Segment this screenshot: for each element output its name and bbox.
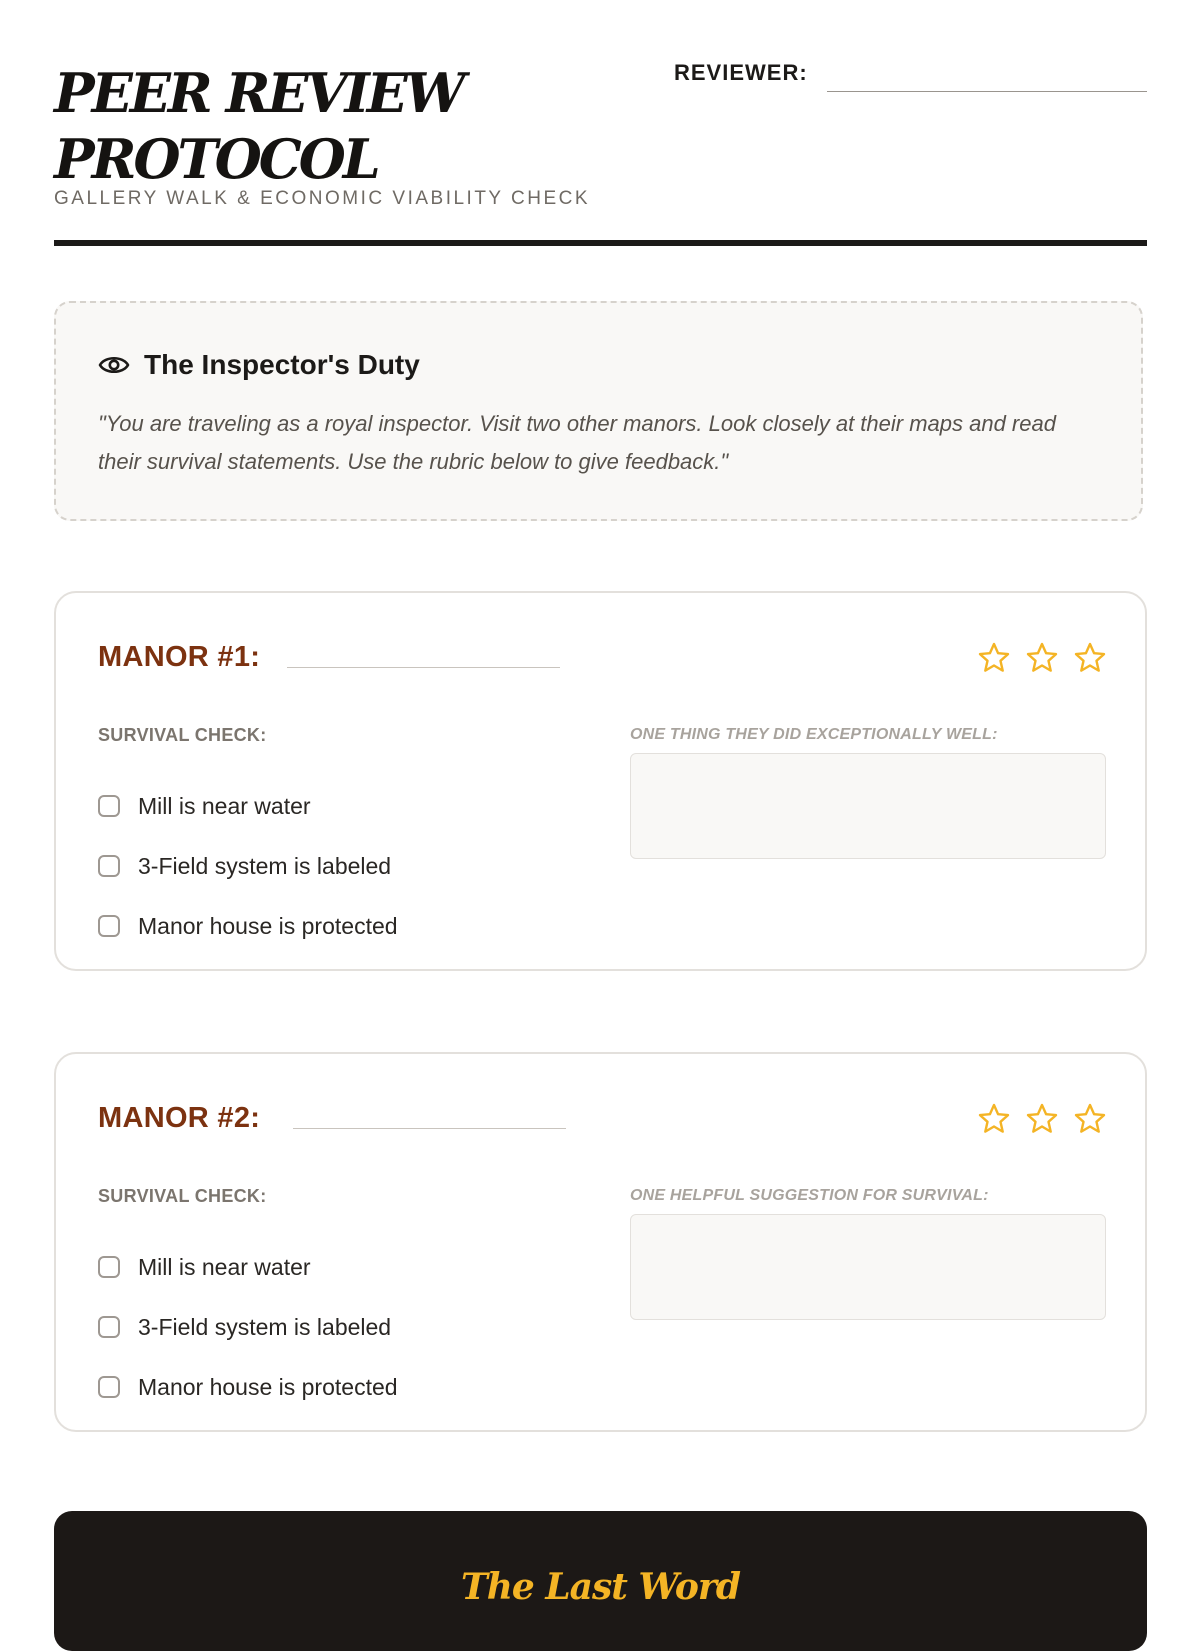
- manor-name-write-line[interactable]: [293, 1128, 566, 1129]
- manor-name-write-line[interactable]: [287, 667, 560, 668]
- reviewer-write-line[interactable]: [827, 91, 1147, 92]
- star-icon[interactable]: [1025, 641, 1059, 675]
- star-icon[interactable]: [977, 1102, 1011, 1136]
- inspector-duty-box: [54, 301, 1143, 521]
- manor-card-1: [54, 591, 1147, 971]
- check-label: Mill is near water: [138, 792, 311, 819]
- check-label: 3-Field system is labeled: [138, 1313, 392, 1340]
- list-item[interactable]: [98, 1297, 398, 1357]
- header-divider: [54, 240, 1147, 246]
- last-word-title: The Last Word: [460, 1566, 741, 1608]
- star-rating[interactable]: [977, 641, 1107, 675]
- duty-quote: "You are traveling as a royal inspector. Visit two other manors. Look closely at their maps and read their survival statements. Use the rubric below to give feedback.": [98, 411, 1056, 474]
- check-label: Manor house is protected: [138, 1373, 398, 1400]
- checkbox[interactable]: [98, 795, 120, 817]
- reviewer-label: REVIEWER:: [674, 60, 808, 85]
- worksheet-page: [54, 0, 1147, 1608]
- reviewer-field[interactable]: [674, 60, 1147, 94]
- list-item[interactable]: [98, 776, 398, 836]
- manor-title: MANOR #1:: [98, 641, 261, 673]
- feedback-label: ONE THING THEY DID EXCEPTIONALLY WELL:: [630, 726, 998, 743]
- checkbox[interactable]: [98, 855, 120, 877]
- check-label: Mill is near water: [138, 1253, 311, 1280]
- checkbox[interactable]: [98, 915, 120, 937]
- list-item[interactable]: [98, 896, 398, 956]
- survival-check-heading: SURVIVAL CHECK:: [98, 725, 267, 745]
- header: [54, 0, 1147, 250]
- survival-checklist: [98, 776, 398, 956]
- check-label: 3-Field system is labeled: [138, 852, 392, 879]
- star-icon[interactable]: [1073, 641, 1107, 675]
- manor-title: MANOR #2:: [98, 1102, 261, 1134]
- title-line-2: PROTOCOL: [54, 127, 378, 191]
- manor-card-2: [54, 1052, 1147, 1432]
- last-word-panel: [54, 1511, 1147, 1651]
- checkbox[interactable]: [98, 1376, 120, 1398]
- page-title: [54, 60, 463, 192]
- eye-icon: [98, 353, 130, 377]
- duty-heading: [98, 349, 420, 381]
- feedback-textarea[interactable]: [630, 753, 1106, 859]
- list-item[interactable]: [98, 1237, 398, 1297]
- list-item[interactable]: [98, 836, 398, 896]
- page-subtitle: GALLERY WALK & ECONOMIC VIABILITY CHECK: [54, 188, 591, 209]
- feedback-label: ONE HELPFUL SUGGESTION FOR SURVIVAL:: [630, 1187, 989, 1204]
- list-item[interactable]: [98, 1357, 398, 1417]
- title-line-1: PEER REVIEW: [54, 61, 463, 125]
- check-label: Manor house is protected: [138, 912, 398, 939]
- survival-checklist: [98, 1237, 398, 1417]
- checkbox[interactable]: [98, 1316, 120, 1338]
- feedback-textarea[interactable]: [630, 1214, 1106, 1320]
- duty-title: The Inspector's Duty: [144, 349, 420, 380]
- survival-check-heading: SURVIVAL CHECK:: [98, 1186, 267, 1206]
- star-icon[interactable]: [977, 641, 1011, 675]
- checkbox[interactable]: [98, 1256, 120, 1278]
- star-rating[interactable]: [977, 1102, 1107, 1136]
- star-icon[interactable]: [1073, 1102, 1107, 1136]
- star-icon[interactable]: [1025, 1102, 1059, 1136]
